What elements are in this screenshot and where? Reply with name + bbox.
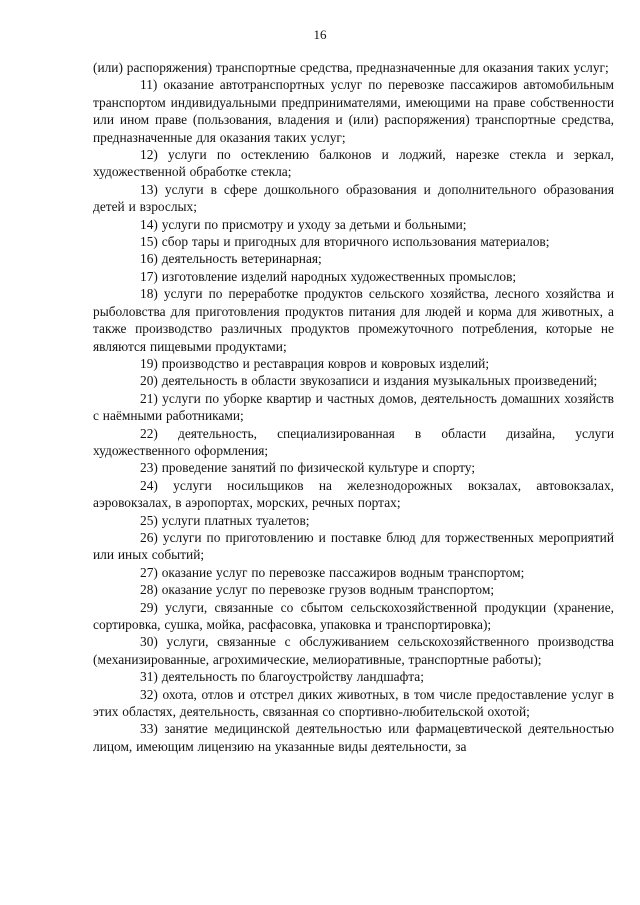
list-item: 12) услуги по остеклению балконов и лоджий, нарезке стекла и зеркал, художественной обработке стекла;: [93, 147, 614, 180]
list-item: 23) проведение занятий по физической культуре и спорту;: [140, 460, 476, 476]
list-item: 31) деятельность по благоустройству ландшафта;: [140, 669, 424, 685]
list-item: 11) оказание автотранспортных услуг по перевозке пассажиров автомобильным транспортом индивидуальными предпринимателями, имеющими на праве собственности или ином праве (пользования, владения и (или) распоряжения) транспортные средства, предназначенные для оказания таких услуг;: [93, 77, 614, 145]
list-item: 27) оказание услуг по перевозке пассажиров водным транспортом;: [140, 564, 525, 580]
document-body: [93, 59, 614, 755]
list-item: 33) занятие медицинской деятельностью или фармацевтической деятельностью лицом, имеющим лицензию на указанные виды деятельности, за: [93, 721, 614, 754]
list-item: 19) производство и реставрация ковров и ковровых изделий;: [140, 355, 490, 371]
list-item: 14) услуги по присмотру и уходу за детьми и больными;: [140, 216, 467, 232]
list-item: 30) услуги, связанные с обслуживанием сельскохозяйственного производства (механизированные, агрохимические, мелиоративные, транспортные работы);: [93, 634, 614, 667]
page-number: 16: [313, 27, 327, 42]
paragraph-continuation: (или) распоряжения) транспортные средства, предназначенные для оказания таких услуг;: [93, 60, 609, 75]
list-item: 20) деятельность в области звукозаписи и издания музыкальных произведений;: [140, 373, 598, 389]
list-item: 18) услуги по переработке продуктов сельского хозяйства, лесного хозяйства и рыболовства для приготовления продуктов питания для людей и корма для животных, а также производство различных продуктов промежуточного потребления, которые не являются пищевыми продуктами;: [93, 286, 614, 354]
list-item: 26) услуги по приготовлению и поставке блюд для торжественных мероприятий или иных событий;: [93, 529, 614, 563]
list-item: 21) услуги по уборке квартир и частных домов, деятельность домашних хозяйств с наёмными работниками;: [93, 390, 614, 424]
list-item: 32) охота, отлов и отстрел диких животных, в том числе предоставление услуг в этих областях, деятельность, связанная со спортивно-любительской охотой;: [93, 686, 614, 720]
list-item: 25) услуги платных туалетов;: [140, 512, 310, 528]
list-item: 22) деятельность, специализированная в области дизайна, услуги художественного оформления;: [93, 425, 614, 458]
list-item: 16) деятельность ветеринарная;: [140, 251, 322, 267]
list-item: 28) оказание услуг по перевозке грузов водным транспортом;: [140, 582, 495, 598]
list-item: 15) сбор тары и пригодных для вторичного использования материалов;: [140, 234, 550, 250]
list-item: 24) услуги носильщиков на железнодорожных вокзалах, автовокзалах, аэровокзалах, в аэропортах, морских, речных портах;: [93, 477, 614, 511]
list-item: 29) услуги, связанные со сбытом сельскохозяйственной продукции (хранение, сортировка, сушка, мойка, расфасовка, упаковка и транспортировка);: [93, 599, 614, 632]
list-item: 17) изготовление изделий народных художественных промыслов;: [140, 268, 517, 284]
list-item: 13) услуги в сфере дошкольного образования и дополнительного образования детей и взрослых;: [93, 181, 614, 215]
